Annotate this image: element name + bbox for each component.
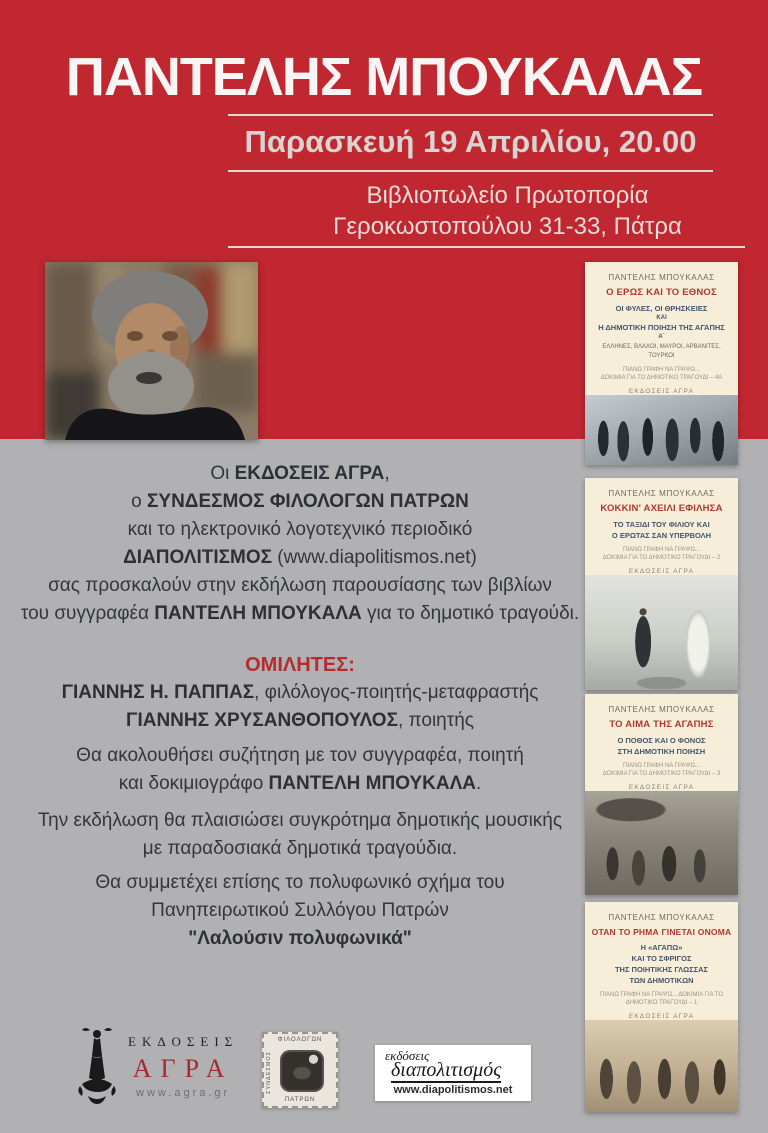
speakers-heading: ΟΜΙΛΗΤΕΣ: [245, 654, 355, 676]
speaker-1 [14, 679, 586, 707]
author-name: ΠΑΝΤΕΛΗ ΜΠΟΥΚΑΛΑ [268, 773, 476, 794]
book-subtitle: ΣΤΗ ΔΗΜΟΤΙΚΗ ΠΟΙΗΣΗ [617, 747, 706, 756]
choir-ensemble-name [14, 925, 586, 953]
discussion-line-2-pre: και δοκιμιογράφο [118, 773, 269, 794]
speaker-1-role: , φιλόλογος-ποιητής-μεταφραστής [254, 682, 539, 703]
choir-line-1: Θα συμμετέχει επίσης το πολυφωνικό σχήμα του [95, 872, 505, 893]
agra-url: www.agra.gr [136, 1086, 231, 1099]
book-title: ΤΟ ΑΙΜΑ ΤΗΣ ΑΓΑΠΗΣ [609, 719, 714, 730]
intro-line-1-post: , [384, 463, 390, 484]
book-series-note: ΔΟΚΙΜΙΑ ΓΙΑ ΤΟ ΔΗΜΟΤΙΚΟ ΤΡΑΓΟΥΔΙ – 2 [602, 555, 721, 561]
event-venue [300, 180, 715, 242]
book-subtitle: ΚΑΙ ΤΟ ΣΦΡΙΓΟΣ [631, 954, 692, 963]
book-cover-photo [585, 575, 738, 690]
intro-line-1-pre: Οι [210, 463, 235, 484]
book-subtitle-detail: ΕΛΛΗΝΕΣ, ΒΛΑΧΟΙ, ΜΑΥΡΟΙ, ΑΡΒΑΝΙΤΕΣ, ΤΟΥΡΚΟΙ [602, 344, 721, 359]
book-series-note: ΠΙΑΝΩ ΓΡΑΦΗ ΝΑ ΓΡΑΨΩ... [623, 547, 700, 553]
venue-address: Γεροκωστοπούλου 31-33, Πάτρα [333, 213, 682, 240]
diapolitismos-url: www.diapolitismos.net [393, 1084, 513, 1096]
speaker-2-name: ΓΙΑΝΝΗΣ ΧΡΥΣΑΝΘΟΠΟΥΛΟΣ [126, 710, 398, 731]
book-title: ΟΤΑΝ ΤΟ ΡΗΜΑ ΓΙΝΕΤΑΙ ΟΝΟΜΑ [591, 927, 732, 937]
book-series-note: ΠΙΑΝΩ ΓΡΑΦΗ ΝΑ ΓΡΑΨΩ... [623, 763, 700, 769]
speaker-1-name: ΓΙΑΝΝΗΣ Η. ΠΑΠΠΑΣ [61, 682, 255, 703]
discussion-line-2 [14, 770, 586, 798]
intro-line-5: σας προσκαλούν στην εκδήλωση παρουσίασης των βιβλίων [48, 575, 552, 596]
book-volume-letter: Α΄ [658, 334, 665, 340]
book-cover-photo [585, 395, 738, 465]
agra-publisher-word: ΕΚΔΟΣΕΙΣ [128, 1033, 239, 1049]
divider-rule [228, 114, 713, 116]
author-photo [45, 262, 258, 440]
book-cover-photo [585, 1020, 738, 1112]
choir-line-2: Πανηπειρωτικού Συλλόγου Πατρών [151, 900, 449, 921]
book-publisher: ΕΚΔΟΣΕΙΣ ΑΓΡΑ [628, 1013, 695, 1020]
intro-line-6-pre: του συγγραφέα [20, 603, 155, 624]
magazine-url: (www.diapolitismos.net) [272, 547, 477, 568]
book-cover-1 [585, 262, 738, 465]
book-1-text [585, 262, 738, 395]
magazine-name: ΔΙΑΠΟΛΙΤΙΣΜΟΣ [123, 547, 273, 568]
book-series-note: ΠΙΑΝΩ ΓΡΑΦΗ ΝΑ ΓΡΑΨΩ... ΔΟΚΙΜΙΑ ΓΙΑ ΤΟ ΔΗΜΟΤΙΚΟ ΤΡΑΓΟΥΔΙ – 1 [600, 992, 723, 1006]
book-series-note: ΔΟΚΙΜΙΑ ΓΙΑ ΤΟ ΔΗΜΟΤΙΚΟ ΤΡΑΓΟΥΔΙ – 3 [602, 771, 721, 777]
speaker-2-role: , ποιητής [397, 710, 474, 731]
book-publisher: ΕΚΔΟΣΕΙΣ ΑΓΡΑ [628, 388, 695, 395]
book-series-note: ΠΙΑΝΩ ΓΡΑΦΗ ΝΑ ΓΡΑΨΩ... [623, 367, 700, 373]
intro-line-6 [14, 600, 586, 628]
choir-note [14, 869, 586, 953]
music-line-2: με παραδοσιακά δημοτικά τραγούδια. [142, 838, 458, 859]
intro-line-2 [14, 488, 586, 516]
book-2-text [585, 478, 738, 575]
choir-ensemble-name-text: "Λαλούσιν πολυφωνικά" [188, 928, 412, 949]
publisher-name-agra: ΕΚΔΟΣΕΙΣ ΑΓΡΑ [234, 463, 385, 484]
stamp-text-bottom: ΠΑΤΡΩΝ [284, 1097, 316, 1103]
discussion-note [14, 742, 586, 798]
book-publisher: ΕΚΔΟΣΕΙΣ ΑΓΡΑ [628, 784, 695, 791]
book-cover-3 [585, 694, 738, 895]
stamp-text-left: ΣΥΝΔΕΣΜΟΣ [266, 1050, 272, 1094]
book-3-text [585, 694, 738, 791]
association-name: ΣΥΝΔΕΣΜΟΣ ΦΙΛΟΛΟΓΩΝ ΠΑΤΡΩΝ [147, 491, 469, 512]
stamp-text-top: ΦΙΛΟΛΟΓΩΝ [277, 1037, 323, 1043]
venue-name: Βιβλιοπωλείο Πρωτοπορία [366, 182, 649, 209]
book-subtitle: ΤΩΝ ΔΗΜΟΤΙΚΩΝ [629, 976, 694, 985]
book-publisher: ΕΚΔΟΣΕΙΣ ΑΓΡΑ [628, 568, 695, 575]
stamp-emblem-icon [280, 1050, 324, 1092]
book-series-note: ΔΟΚΙΜΙΑ ΓΙΑ ΤΟ ΔΗΜΟΤΙΚΟ ΤΡΑΓΟΥΔΙ – 4Α [600, 375, 723, 381]
divider-rule [228, 170, 713, 172]
book-cover-2 [585, 478, 738, 690]
event-datetime: Παρασκευή 19 Απριλίου, 20.00 [244, 124, 697, 159]
agra-name: ΑΓΡΑ [132, 1053, 234, 1083]
diapolitismos-name: διαπολιτισμός [391, 1059, 502, 1081]
speakers-section [14, 651, 586, 735]
intro-line-6-post: για το δημοτικό τραγούδι. [361, 603, 580, 624]
book-subtitle: ΤΗΣ ΠΟΙΗΤΙΚΗΣ ΓΛΩΣΣΑΣ [614, 965, 709, 974]
book-subtitle: ΟΙ ΦΥΛΕΣ, ΟΙ ΘΡΗΣΚΕΙΕΣ [615, 304, 708, 313]
book-4-text [585, 902, 738, 1020]
book-title: Ο ΕΡΩΣ ΚΑΙ ΤΟ ΕΘΝΟΣ [606, 287, 717, 298]
book-subtitle: Ο ΕΡΩΤΑΣ ΣΑΝ ΥΠΕΡΒΟΛΗ [611, 531, 712, 540]
book-author: ΠΑΝΤΕΛΗΣ ΜΠΟΥΚΑΛΑΣ [608, 705, 715, 714]
music-note [14, 807, 586, 863]
book-author: ΠΑΝΤΕΛΗΣ ΜΠΟΥΚΑΛΑΣ [608, 273, 715, 282]
intro-line-1 [14, 460, 586, 488]
discussion-line-1: Θα ακολουθήσει συζήτηση με τον συγγραφέα, ποιητή [76, 745, 524, 766]
book-title: ΚΟΚΚΙΝ' ΑΧΕΙΛΙ ΕΦΙΛΗΣΑ [600, 503, 723, 514]
divider-rule [228, 246, 745, 248]
book-cover-photo [585, 791, 738, 895]
intro-line-3: και το ηλεκτρονικό λογοτεχνικό περιοδικό [127, 519, 473, 540]
book-cover-4 [585, 902, 738, 1112]
agra-logo-text [128, 1034, 238, 1099]
discussion-line-2-post: . [475, 773, 482, 794]
diapolitismos-logo [375, 1045, 531, 1101]
book-subtitle: Ο ΠΟΘΟΣ ΚΑΙ Ο ΦΟΝΟΣ [617, 736, 706, 745]
author-name: ΠΑΝΤΕΛΗ ΜΠΟΥΚΑΛΑ [154, 603, 362, 624]
philologists-association-stamp-logo [262, 1032, 338, 1108]
book-author: ΠΑΝΤΕΛΗΣ ΜΠΟΥΚΑΛΑΣ [608, 913, 715, 922]
agra-woodcut-icon [76, 1026, 118, 1106]
diapolitismos-publisher-word: εκδόσεις [385, 1048, 430, 1063]
music-line-1: Την εκδήλωση θα πλαισιώσει συγκρότημα δημοτικής μουσικής [37, 810, 563, 831]
book-subtitle: Η ΔΗΜΟΤΙΚΗ ΠΟΙΗΣΗ ΤΗΣ ΑΓΑΠΗΣ [598, 323, 725, 332]
book-subtitle: Η «ΑΓΑΠΩ» [640, 943, 683, 952]
book-subtitle: ΤΟ ΤΑΞΙΔΙ ΤΟΥ ΦΙΛΙΟΥ ΚΑΙ [613, 520, 710, 529]
agra-publisher-logo [76, 1026, 238, 1106]
book-author: ΠΑΝΤΕΛΗΣ ΜΠΟΥΚΑΛΑΣ [608, 489, 715, 498]
intro-line-4 [14, 544, 586, 572]
intro-line-2-pre: ο [131, 491, 148, 512]
speaker-2 [14, 707, 586, 735]
book-subtitle: ΚΑΙ [656, 315, 667, 321]
invitation-text [14, 460, 586, 628]
poster-title: ΠΑΝΤΕΛΗΣ ΜΠΟΥΚΑΛΑΣ [65, 47, 703, 107]
